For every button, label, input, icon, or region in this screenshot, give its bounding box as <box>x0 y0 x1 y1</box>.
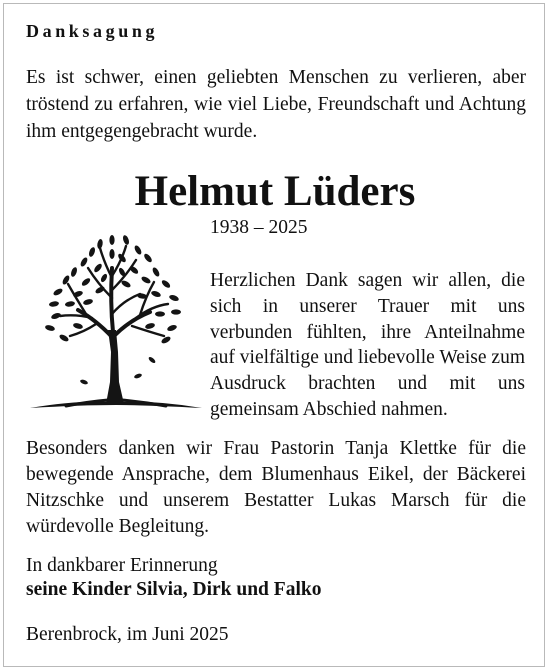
notice-heading: Danksagung <box>26 21 159 41</box>
thanks-text: Herzlichen Dank sagen wir allen, die sich in unserer Trauer mit uns verbunden fühlten, ihre Anteilnahme auf vielfältige und liebevolle Weise zum Ausdruck brachten und mit uns gemeinsam Abschied nahmen. <box>210 270 525 420</box>
intro-text: Es ist schwer, einen geliebten Menschen zu verlieren, aber tröstend zu erfahren, wie viel Liebe, Freundschaft und Achtung ihm entgegengebracht wurde. <box>26 67 526 142</box>
special-thanks-text: Besonders danken wir Frau Pastorin Tanja Klettke für die bewegende Ansprache, dem Blumenhaus Eikel, der Bäckerei Nitzschke und unserem Bestatter Lukas Marsch für die würdevolle Begleitung. <box>26 438 526 537</box>
tree-icon <box>26 232 206 412</box>
closing-line: In dankbarer Erinnerung <box>26 555 218 576</box>
deceased-name: Helmut Lüders <box>134 168 416 215</box>
place-date-line: Berenbrock, im Juni 2025 <box>26 624 229 645</box>
life-dates: 1938 – 2025 <box>210 217 308 238</box>
signers-line: seine Kinder Silvia, Dirk und Falko <box>26 579 322 600</box>
